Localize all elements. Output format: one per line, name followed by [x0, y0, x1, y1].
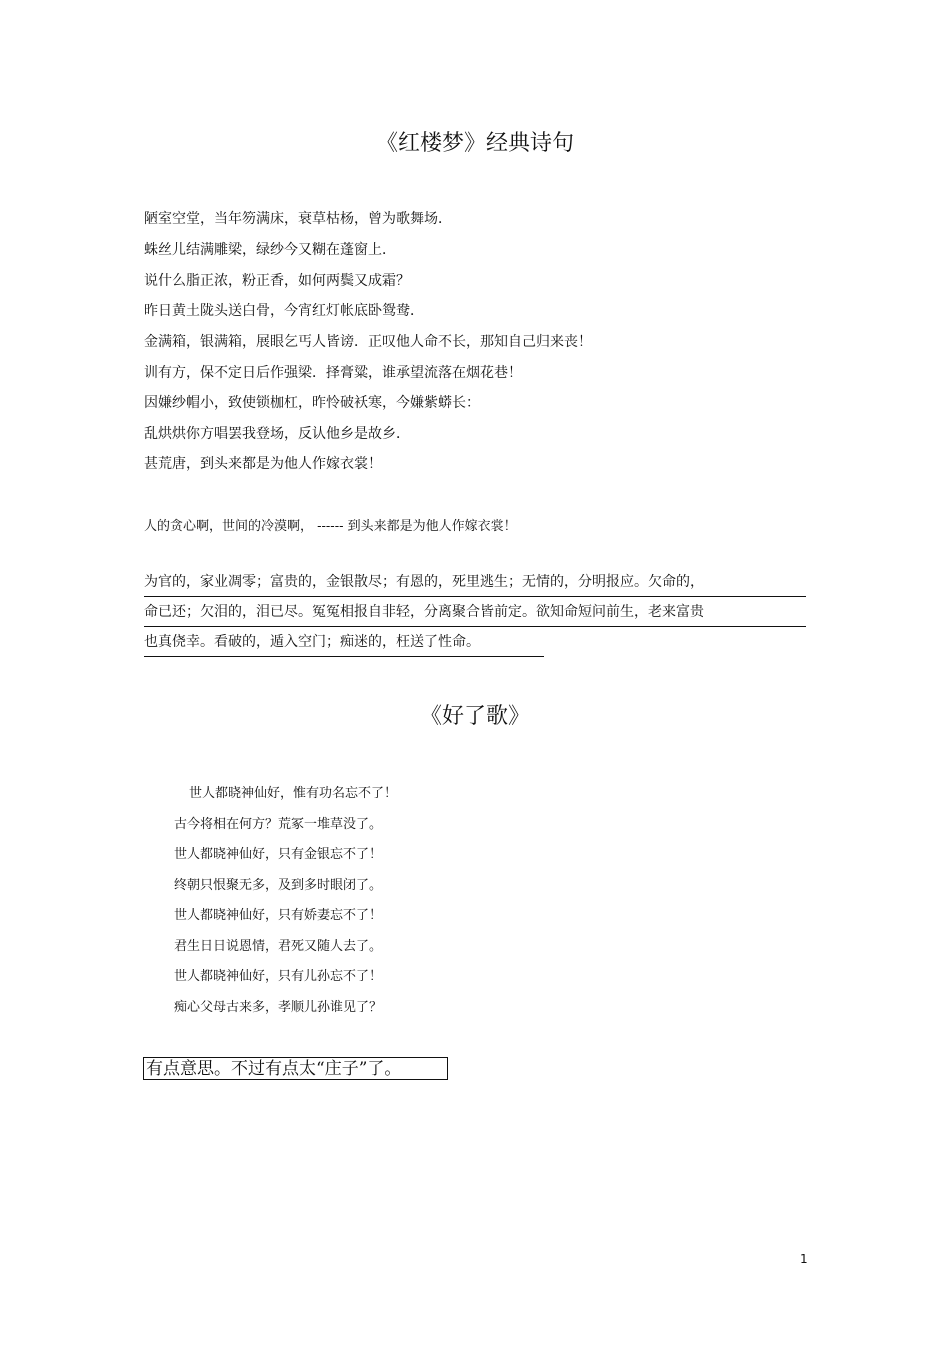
- poem-line: 世人都晓神仙好，只有娇妻忘不了！: [174, 908, 383, 923]
- poem-line: 乱烘烘你方唱罢我登场，反认他乡是故乡．: [144, 426, 410, 442]
- page-number: 1: [800, 1252, 808, 1266]
- poem-line: 世人都晓神仙好，惟有功名忘不了！: [189, 786, 398, 801]
- poem-line: 金满箱，银满箱，展眼乞丐人皆谤．正叹他人命不长，那知自己归来丧！: [144, 334, 592, 350]
- underlined-line: 也真侥幸。看破的，遁入空门；痴迷的，枉送了性命。: [144, 631, 544, 657]
- poem-line: 因嫌纱帽小，致使锁枷杠，昨怜破袄寒，今嫌紫蟒长：: [144, 395, 480, 411]
- poem-line: 世人都晓神仙好，只有金银忘不了！: [174, 847, 383, 862]
- page-title: 《红楼梦》经典诗句: [375, 131, 574, 156]
- poem-line: 甚荒唐，到头来都是为他人作嫁衣裳！: [144, 456, 382, 472]
- poem-line: 陋室空堂，当年笏满床，衰草枯杨，曾为歌舞场．: [144, 211, 452, 227]
- underlined-line: 为官的，家业凋零；富贵的，金银散尽；有恩的，死里逃生；无情的，分明报应。欠命的，: [144, 571, 806, 597]
- poem-line: 终朝只恨聚无多，及到多时眼闭了。: [174, 878, 383, 893]
- poem-line: 世人都晓神仙好，只有儿孙忘不了！: [174, 969, 383, 984]
- poem-line: 蛛丝儿结满雕梁，绿纱今又糊在蓬窗上．: [144, 242, 396, 258]
- poem-line: 昨日黄土陇头送白骨，今宵红灯帐底卧鸳鸯．: [144, 303, 424, 319]
- underlined-line: 命已还；欠泪的，泪已尽。冤冤相报自非轻，分离聚合皆前定。欲知命短问前生，老来富贵: [144, 601, 806, 627]
- boxed-comment: 有点意思。不过有点太“庄子”了。: [143, 1057, 448, 1080]
- commentary-note: 人的贪心啊，世间的冷漠啊， ------ 到头来都是为他人作嫁衣裳！: [144, 519, 517, 534]
- poem-line: 君生日日说恩情，君死又随人去了。: [174, 939, 383, 954]
- poem-line: 古今将相在何方？荒冢一堆草没了。: [174, 817, 383, 832]
- poem-line: 说什么脂正浓，粉正香，如何两鬓又成霜？: [144, 273, 410, 289]
- poem-line: 训有方，保不定日后作强梁．择膏粱，谁承望流落在烟花巷！: [144, 365, 522, 381]
- section-title: 《好了歌》: [419, 704, 530, 729]
- poem-line: 痴心父母古来多，孝顺儿孙谁见了？: [174, 1000, 383, 1015]
